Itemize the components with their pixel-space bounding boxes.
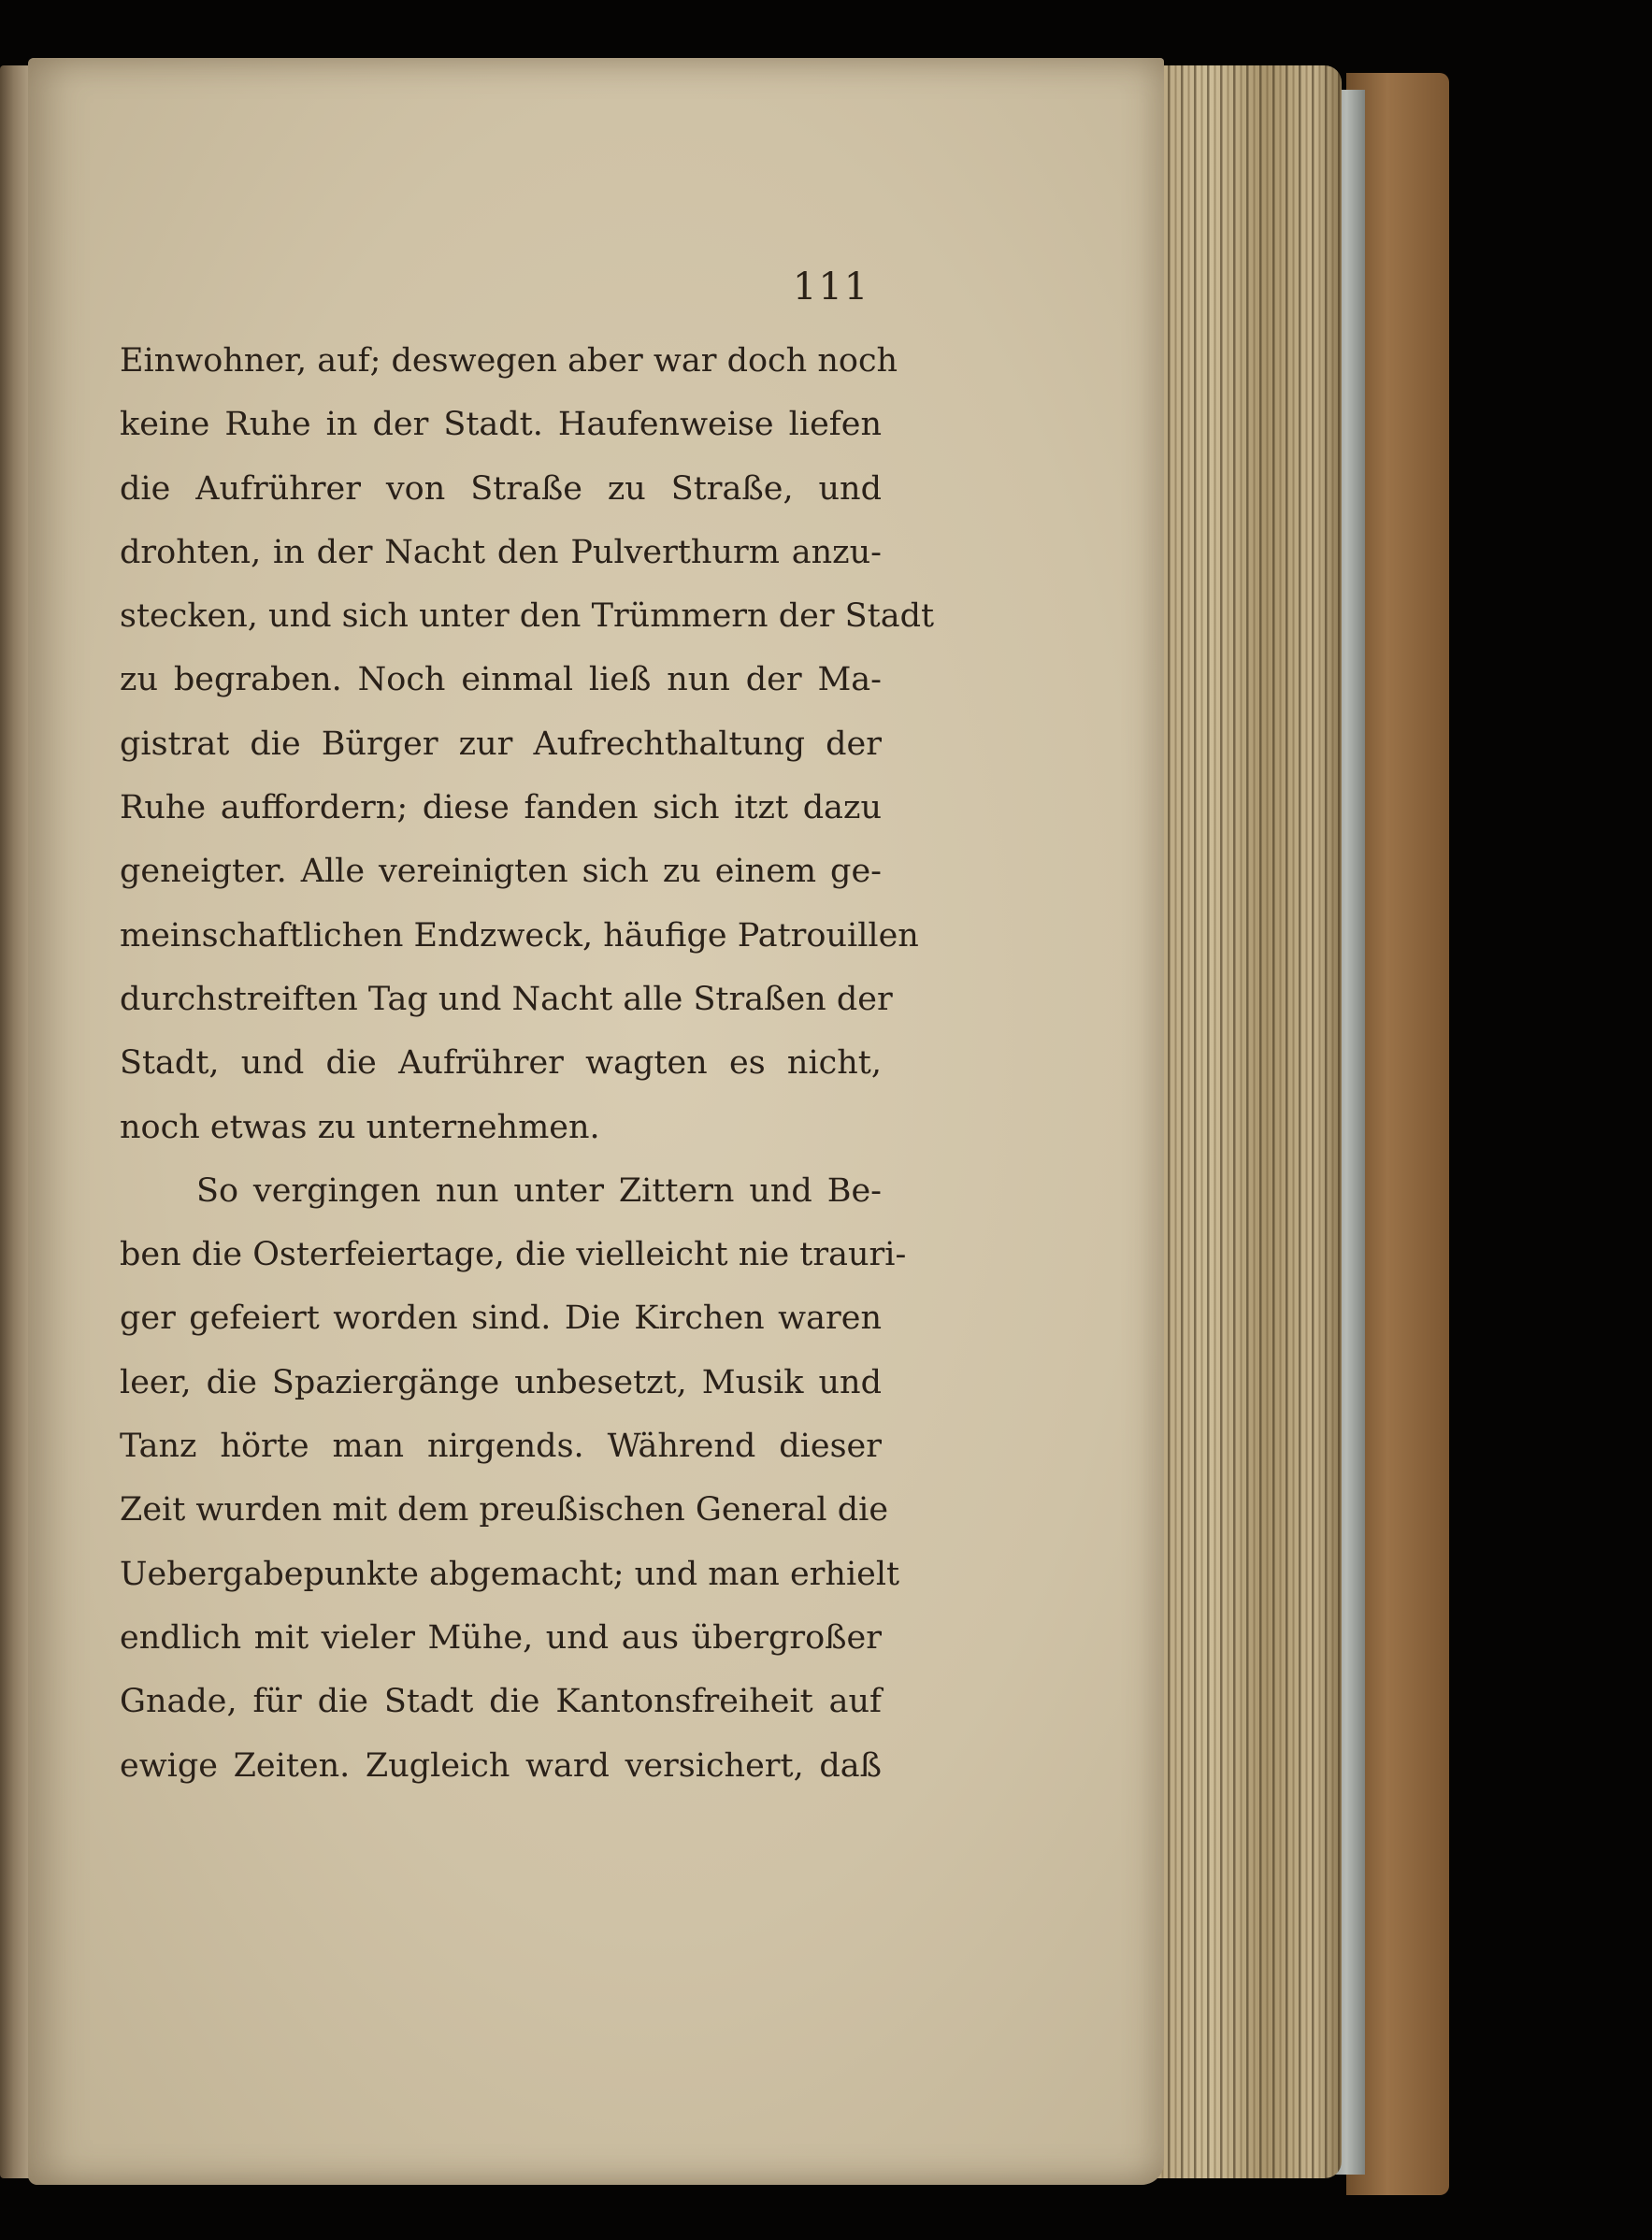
text-line: geneigter. Alle vereinigten sich zu einem ge- <box>120 853 882 891</box>
text-line: endlich mit vieler Mühe, und aus übergroßer <box>120 1618 882 1657</box>
text-line: drohten, in der Nacht den Pulverthurm anzu- <box>120 533 882 571</box>
text-line-paragraph-start: So vergingen nun unter Zittern und Be- <box>196 1171 882 1210</box>
text-line: die Aufrührer von Straße zu Straße, und <box>120 469 882 508</box>
text-line: gistrat die Bürger zur Aufrechthaltung der <box>120 725 882 763</box>
text-line: Einwohner, auf; deswegen aber war doch noch <box>120 342 898 380</box>
text-line: leer, die Spaziergänge unbesetzt, Musik und <box>120 1363 882 1401</box>
text-line: Gnade, für die Stadt die Kantonsfreiheit auf <box>120 1683 882 1721</box>
text-line: ben die Osterfeiertage, die vielleicht nie trauri- <box>120 1236 907 1274</box>
text-line: stecken, und sich unter den Trümmern der Stadt <box>120 597 935 636</box>
book-page <box>28 58 1164 2185</box>
text-line: Uebergabepunkte abgemacht; und man erhielt <box>120 1555 900 1593</box>
page-number: 111 <box>793 266 870 309</box>
previous-page-edge <box>0 65 32 2178</box>
text-line: ger gefeiert worden sind. Die Kirchen waren <box>120 1299 882 1338</box>
text-line: Tanz hörte man nirgends. Während dieser <box>120 1428 882 1466</box>
text-line: noch etwas zu unternehmen. <box>120 1108 600 1146</box>
text-line: Stadt, und die Aufrührer wagten es nicht, <box>120 1044 882 1083</box>
text-line: keine Ruhe in der Stadt. Haufenweise liefen <box>120 406 882 444</box>
text-line: zu begraben. Noch einmal ließ nun der Ma- <box>120 661 882 699</box>
text-line: durchstreiften Tag und Nacht alle Straßen der <box>120 980 893 1018</box>
text-block <box>120 329 935 1798</box>
text-line: ewige Zeiten. Zugleich ward versichert, daß <box>120 1746 882 1785</box>
page-fore-edge <box>1155 65 1342 2178</box>
text-line: Ruhe auffordern; diese fanden sich itzt dazu <box>120 789 882 827</box>
text-line: meinschaftlichen Endzweck, häufige Patrouillen <box>120 916 919 955</box>
text-line: Zeit wurden mit dem preußischen General die <box>120 1491 889 1529</box>
